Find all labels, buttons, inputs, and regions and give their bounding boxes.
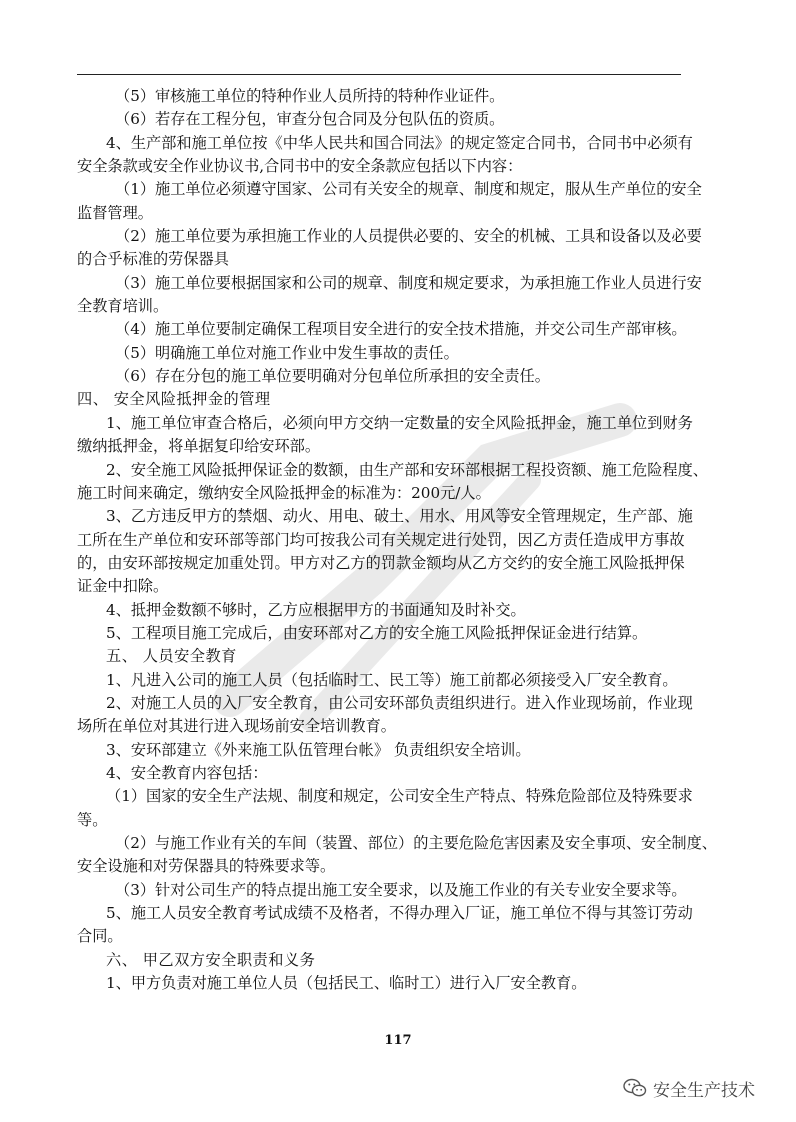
body-line: （2）施工单位要为承担施工作业的人员提供必要的、安全的机械、工具和设备以及必要 (115, 227, 702, 246)
body-line: （6）若存在工程分包，审查分包合同及分包队伍的资质。 (115, 110, 505, 129)
body-line: 4、生产部和施工单位按《中华人民共和国合同法》的规定签定合同书，合同书中必须有 (106, 133, 693, 152)
source-watermark (623, 1076, 755, 1100)
body-line: 4、安全教育内容包括： (106, 763, 268, 782)
body-line: 安全条款或安全作业协议书,合同书中的安全条款应包括以下内容： (77, 157, 523, 176)
body-line: 3、乙方违反甲方的禁烟、动火、用电、破土、用水、用风等安全管理规定，生产部、施 (106, 507, 693, 526)
watermark-text: 安全生产技术 (653, 1080, 755, 1101)
body-line: （2）与施工作业有关的车间（装置、部位）的主要危险危害因素及安全事项、安全制度、 (115, 834, 717, 852)
body-line: 2、安全施工风险抵押保证金的数额，由生产部和安环部根据工程投资额、施工危险程度、 (106, 460, 708, 479)
body-line: （3）施工单位要根据国家和公司的规章、制度和规定要求，为承担施工作业人员进行安 (115, 273, 702, 292)
body-line: 缴纳抵押金，将单据复印给安环部。 (77, 437, 320, 456)
wechat-icon (623, 1078, 647, 1098)
body-line: 1、凡进入公司的施工人员（包括临时工、民工等）施工前都必须接受入厂安全教育。 (106, 670, 678, 689)
page-number: 117 (384, 1033, 412, 1048)
section-heading: 四、 安全风险抵押金的管理 (77, 390, 271, 409)
body-line: 场所在单位对其进行进入现场前安全培训教育。 (77, 717, 396, 736)
body-line: 5、施工人员安全教育考试成绩不及格者，不得办理入厂证，施工单位不得与其签订劳动 (106, 904, 693, 923)
body-line: 安全设施和对劳保器具的特殊要求等。 (77, 857, 336, 876)
body-line: （5）审核施工单位的特种作业人员所持的特种作业证件。 (115, 87, 505, 105)
body-line: 证金中扣除。 (77, 577, 169, 596)
body-line: 4、抵押金数额不够时，乙方应根据甲方的书面通知及时补交。 (106, 600, 526, 619)
body-line: （5）明确施工单位对施工作业中发生事故的责任。 (115, 343, 459, 362)
body-line: 施工时间来确定，缴纳安全风险抵押金的标准为：200元/人。 (77, 483, 491, 502)
body-line: 等。 (77, 810, 108, 829)
body-line: 1、甲方负责对施工单位人员（包括民工、临时工）进行入厂安全教育。 (106, 974, 587, 993)
body-line: （4）施工单位要制定确保工程项目安全进行的安全技术措施，并交公司生产部审核。 (115, 320, 687, 339)
body-line: 工所在生产单位和安环部等部门均可按我公司有关规定进行处罚，因乙方责任造成甲方事故 (77, 530, 685, 549)
document-body (77, 85, 719, 995)
header-rule (77, 74, 681, 75)
body-line: （1）国家的安全生产法规、制度和规定，公司安全生产特点、特殊危险部位及特殊要求 (106, 787, 693, 806)
body-line: （6）存在分包的施工单位要明确对分包单位所承担的安全责任。 (115, 367, 550, 386)
body-line: 监督管理。 (77, 203, 153, 222)
body-line: 1、施工单位审查合格后，必须向甲方交纳一定数量的安全风险抵押金，施工单位到财务 (106, 413, 693, 432)
section-heading: 六、 甲乙双方安全职责和义务 (106, 950, 316, 969)
body-line: （1）施工单位必须遵守国家、公司有关安全的规章、制度和规定，服从生产单位的安全 (115, 180, 702, 199)
body-line: 的，由安环部按规定加重处罚。甲方对乙方的罚款金额均从乙方交约的安全施工风险抵押保 (77, 553, 685, 572)
body-line: 2、对施工人员的入厂安全教育，由公司安环部负责组织进行。进入作业现场前，作业现 (106, 693, 693, 712)
body-line: 3、安环部建立《外来施工队伍管理台帐》 负责组织安全培训。 (106, 740, 531, 759)
body-line: （3）针对公司生产的特点提出施工安全要求，以及施工作业的有关专业安全要求等。 (115, 880, 687, 899)
body-line: 的合乎标准的劳保器具 (77, 250, 229, 269)
body-line: 合同。 (77, 927, 123, 946)
body-line: 全教育培训。 (77, 297, 169, 316)
section-heading: 五、 人员安全教育 (106, 647, 237, 666)
body-line: 5、工程项目施工完成后，由安环部对乙方的安全施工风险抵押保证金进行结算。 (106, 623, 648, 642)
